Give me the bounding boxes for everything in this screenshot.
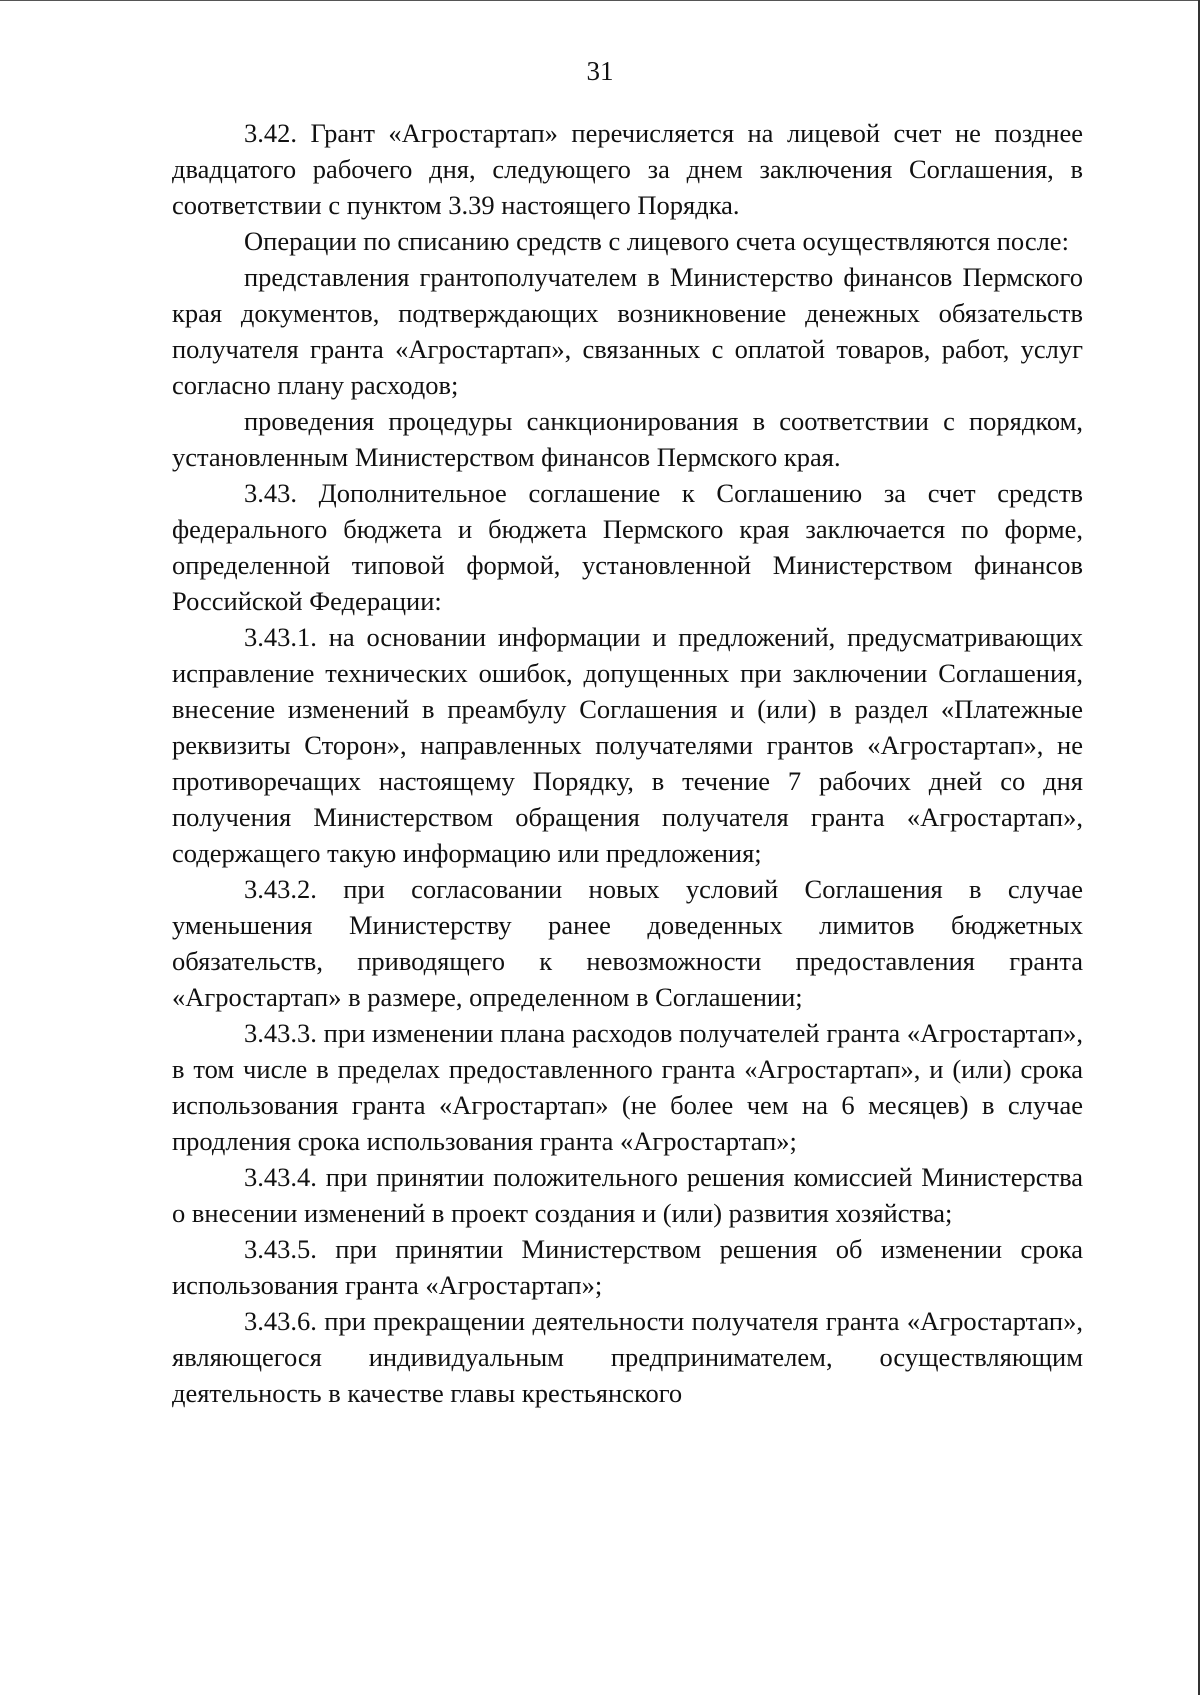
page-number: 31 <box>586 56 614 86</box>
paragraph-submission: представления грантополучателем в Министерство финансов Пермского края документов, подтверждающих возникновение денежных обязательств получателя гранта «Агростартап», связанных с оплатой товаров, работ, услуг согласно плану расходов; <box>172 262 1083 400</box>
paragraph-sanctioning: проведения процедуры санкционирования в соответствии с порядком, установленным Министерством финансов Пермского края. <box>172 406 1083 472</box>
paragraph-3-43-6: 3.43.6. при прекращении деятельности получателя гранта «Агростартап», являющегося индивидуальным предпринимателем, осуществляющим деятельность в качестве главы крестьянского <box>172 1306 1083 1408</box>
paragraph-operations: Операции по списанию средств с лицевого счета осуществляются после: <box>244 226 1069 256</box>
scan-edge-top <box>0 0 1200 1</box>
paragraph-3-43: 3.43. Дополнительное соглашение к Соглашению за счет средств федерального бюджета и бюджета Пермского края заключается по форме, определенной типовой формой, установленной Министерством финансов Российской Федерации: <box>172 478 1083 616</box>
paragraph-3-42: 3.42. Грант «Агростартап» перечисляется на лицевой счет не позднее двадцатого рабочего дня, следующего за днем заключения Соглашения, в соответствии с пунктом 3.39 настоящего Порядка. <box>172 118 1083 220</box>
paragraph-3-43-4: 3.43.4. при принятии положительного решения комиссией Министерства о внесении изменений в проект создания и (или) развития хозяйства; <box>172 1162 1083 1228</box>
document-body <box>172 115 1083 1411</box>
paragraph-3-43-1: 3.43.1. на основании информации и предложений, предусматривающих исправление технических ошибок, допущенных при заключении Соглашения, внесение изменений в преамбулу Соглашения и (или) в раздел «Платежные реквизиты Сторон», направленных получателями грантов «Агростартап», не противоречащих настоящему Порядку, в течение 7 рабочих дней со дня получения Министерством обращения получателя гранта «Агростартап», содержащего такую информацию или предложения; <box>172 622 1083 868</box>
paragraph-3-43-3: 3.43.3. при изменении плана расходов получателей гранта «Агростартап», в том числе в пределах предоставленного гранта «Агростартап», и (или) срока использования гранта «Агростартап» (не более чем на 6 месяцев) в случае продления срока использования гранта «Агростартап»; <box>172 1018 1083 1156</box>
paragraph-3-43-5: 3.43.5. при принятии Министерством решения об изменении срока использования гранта «Агростартап»; <box>172 1234 1083 1300</box>
paragraph-3-43-2: 3.43.2. при согласовании новых условий Соглашения в случае уменьшения Министерству ранее доведенных лимитов бюджетных обязательств, приводящего к невозможности предоставления гранта «Агростартап» в размере, определенном в Соглашении; <box>172 874 1083 1012</box>
